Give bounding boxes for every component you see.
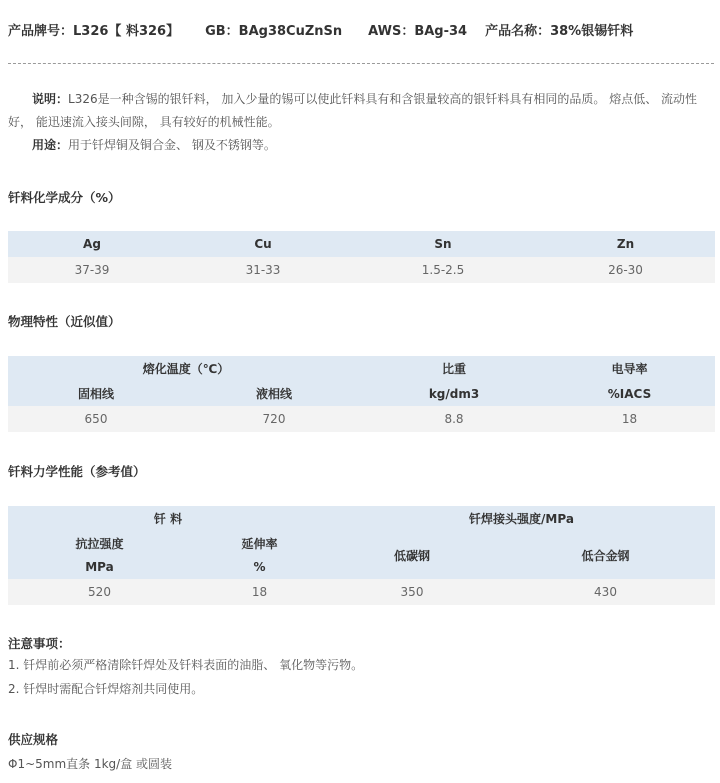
supply-text: Φ1~5mm直条 1kg/盒 或圆装	[8, 757, 173, 771]
low-carbon-steel-label: 低碳钢	[328, 531, 496, 579]
conductivity-unit: %IACS	[544, 381, 715, 406]
supply-title: 供应规格	[8, 732, 59, 747]
chem-value-cu: 31-33	[176, 257, 350, 283]
chemistry-table	[8, 231, 715, 283]
joint-strength-label: 钎焊接头强度/MPa	[328, 506, 715, 531]
product-name: 产品名称：38%银锡钎料	[485, 24, 634, 39]
solidus-value: 650	[8, 406, 184, 432]
low-carbon-value: 350	[328, 579, 496, 605]
notes-title: 注意事项：	[8, 636, 71, 651]
density-unit: kg/dm3	[364, 381, 544, 406]
chemistry-title: 钎料化学成分（%）	[8, 190, 121, 205]
description-text-1: L326是一种含锡的银钎料， 加入少量的锡可以使此钎料具有和含银量较高的银钎料具有相同的品质。 熔点低、 流动性	[68, 92, 698, 106]
density-label: 比重	[364, 356, 544, 381]
low-alloy-steel-label: 低合金钢	[496, 531, 715, 579]
low-alloy-value: 430	[496, 579, 715, 605]
chem-value-sn: 1.5-2.5	[350, 257, 536, 283]
elongation-unit: %	[191, 555, 328, 579]
description-label: 说明：	[32, 92, 69, 106]
chem-header-ag: Ag	[8, 231, 176, 257]
product-brand: 产品牌号：L326【 料326】	[8, 24, 180, 39]
tensile-label: 抗拉强度	[8, 531, 191, 555]
chem-value-ag: 37-39	[8, 257, 176, 283]
conductivity-value: 18	[544, 406, 715, 432]
density-value: 8.8	[364, 406, 544, 432]
liquidus-value: 720	[184, 406, 364, 432]
usage-text: 用于钎焊铜及铜合金、 钢及不锈钢等。	[68, 138, 276, 152]
conductivity-label: 电导率	[544, 356, 715, 381]
elongation-label: 延伸率	[191, 531, 328, 555]
mechanical-title: 钎料力学性能（参考值）	[8, 464, 146, 479]
usage-label: 用途：	[32, 138, 69, 152]
chem-header-cu: Cu	[176, 231, 350, 257]
description-text-2: 好， 能迅速流入接头间隙， 具有较好的机械性能。	[8, 115, 280, 129]
description	[8, 88, 708, 157]
liquidus-label: 液相线	[184, 381, 364, 406]
chem-header-zn: Zn	[536, 231, 715, 257]
note-item-1: 1. 钎焊前必须严格清除钎焊处及钎料表面的油脂、 氧化物等污物。	[8, 658, 364, 672]
mechanical-table	[8, 506, 715, 605]
chem-value-zn: 26-30	[536, 257, 715, 283]
note-item-2: 2. 钎焊时需配合钎焊熔剂共同使用。	[8, 682, 204, 696]
melt-temp-label: 熔化温度（℃）	[8, 356, 364, 381]
product-header	[8, 21, 633, 43]
physical-title: 物理特性（近似值）	[8, 314, 121, 329]
filler-label: 钎 料	[8, 506, 328, 531]
solidus-label: 固相线	[8, 381, 184, 406]
elongation-value: 18	[191, 579, 328, 605]
tensile-value: 520	[8, 579, 191, 605]
chem-header-sn: Sn	[350, 231, 536, 257]
physical-table	[8, 356, 715, 432]
aws-standard: AWS：BAg-34	[368, 24, 468, 39]
dashed-divider	[8, 63, 714, 64]
gb-standard: GB：BAg38CuZnSn	[205, 24, 343, 39]
tensile-unit: MPa	[8, 555, 191, 579]
